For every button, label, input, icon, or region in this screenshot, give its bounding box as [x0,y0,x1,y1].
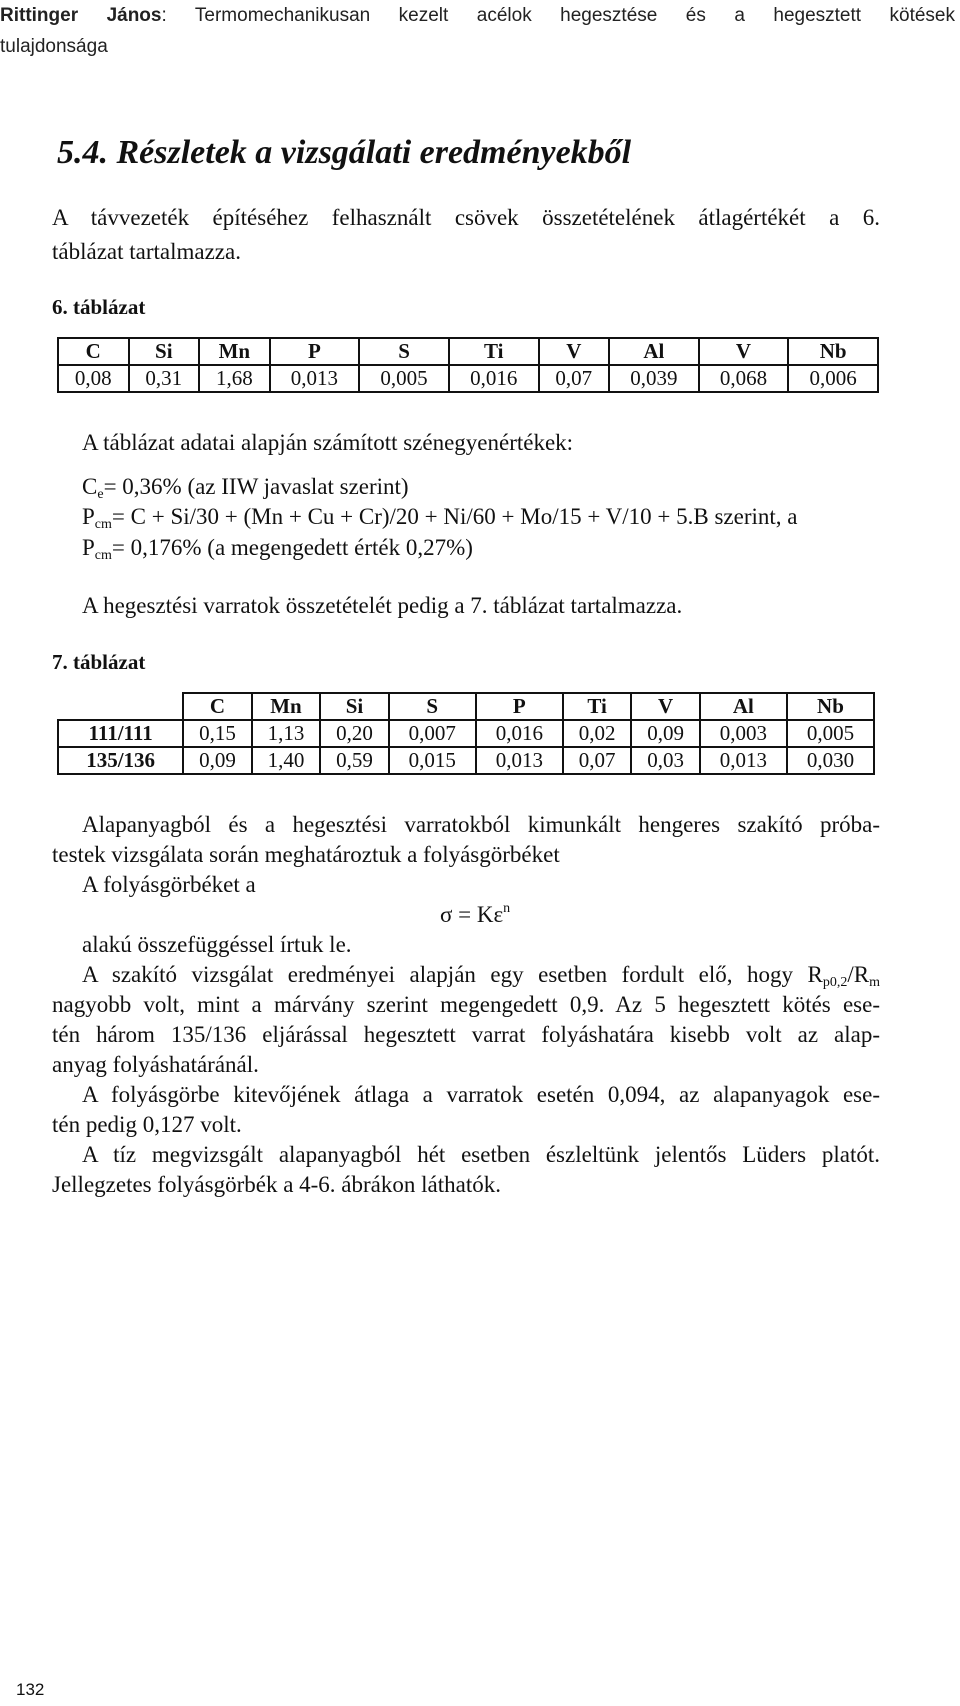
p2-line-1: A folyásgörbéket a [82,872,256,897]
table6-value-cell: 0,005 [359,365,449,392]
p3-text: A szakító vizsgálat eredményei alapján egy esetben fordult elő, hogy R [82,962,823,987]
p3-line-2: nagyobb volt, mint a márvány szerint megengedett 0,9. Az 5 hegesztett kötés ese- [52,992,880,1017]
table7-value-cell: 0,15 [183,720,252,747]
table7-header-cell: V [631,693,700,720]
p3-mid: /R [847,962,870,987]
header-title-part2: tulajdonsága [0,36,108,57]
table7-value-cell: 0,015 [389,747,476,774]
p3-line-4: anyag folyáshatáránál. [52,1052,259,1077]
pcm-subscript: cm [94,517,112,532]
table7-value-cell: 0,03 [631,747,700,774]
table7-value-cell: 0,20 [320,720,389,747]
table7-header-row [58,693,874,720]
table6-value-cell: 1,68 [199,365,270,392]
table7-header-cell: Nb [787,693,874,720]
ce-text: = 0,36% (az IIW javaslat szerint) [103,474,409,499]
table6-header-cell: V [699,338,789,365]
table7-header-cell: Al [700,693,787,720]
table7-corner-cell [58,693,183,720]
section-title-text: Részletek a vizsgálati eredményekből [116,134,632,171]
p4-line-1: A folyásgörbe kitevőjének átlaga a varratok esetén 0,094, az alapanyagok ese- [82,1082,880,1107]
intro-line-2: táblázat tartalmazza. [52,239,241,264]
table6-header-cell: Mn [199,338,270,365]
table6-value-cell: 0,016 [449,365,539,392]
p3-line-3: tén három 135/136 eljárással hegesztett varrat folyáshatára kisebb volt az alap- [52,1022,880,1047]
formula-main: σ = Kε [440,902,504,927]
pcm-subscript-2: cm [94,548,112,563]
pcm-formula: = C + Si/30 + (Mn + Cu + Cr)/20 + Ni/60 + Mo/15 + V/10 + 5.B szerint, a [111,504,798,529]
table6-value-cell: 0,08 [58,365,129,392]
table7-row [58,720,874,747]
table6-header-cell: V [539,338,610,365]
table6-value-cell: 0,013 [270,365,360,392]
table7-header-cell: Mn [252,693,321,720]
table6-value-cell: 0,006 [788,365,878,392]
p3-line-1 [82,962,880,988]
section-title [57,134,631,172]
p2-line-2: alakú összefüggéssel írtuk le. [82,932,352,957]
table6-value-cell: 0,039 [609,365,699,392]
table6-header-row [58,338,878,365]
table7-value-cell: 0,09 [631,720,700,747]
table6-header-cell: S [359,338,449,365]
table7-header-cell: C [183,693,252,720]
header-author: Rittinger János [0,5,162,26]
table6-header-cell: Ti [449,338,539,365]
table7-value-cell: 0,09 [183,747,252,774]
flow-formula [440,902,510,928]
table6-header-cell: P [270,338,360,365]
table7-header-cell: Ti [563,693,632,720]
p3-sub-1: p0,2 [822,975,848,990]
p5-line-2: Jellegzetes folyásgörbék a 4-6. ábrákon láthatók. [52,1172,501,1197]
table7-value-cell: 1,40 [252,747,321,774]
table7-value-cell: 0,07 [563,747,632,774]
table7-value-cell: 0,013 [476,747,563,774]
table6-header-cell: Nb [788,338,878,365]
table6-value-cell: 0,07 [539,365,610,392]
table6-header-cell: Al [609,338,699,365]
table6-header-cell: Si [129,338,200,365]
table7-value-cell: 0,030 [787,747,874,774]
table7-value-cell: 1,13 [252,720,321,747]
table7 [57,692,875,775]
table7-row [58,747,874,774]
carbon-intro: A táblázat adatai alapján számított szénegyenértékek: [82,430,574,455]
table7-value-cell: 0,005 [787,720,874,747]
formula-exponent: n [503,901,511,916]
table6-value-cell: 0,068 [699,365,789,392]
table7-header-cell: S [389,693,476,720]
weld-intro: A hegesztési varratok összetételét pedig a 7. táblázat tartalmazza. [82,593,683,618]
p1-line-2: testek vizsgálata során meghatároztuk a folyásgörbéket [52,842,560,867]
intro-line-1: A távvezeték építéséhez felhasznált csövek összetételének átlagértékét a 6. [52,205,880,230]
pcm-symbol-2: P [82,535,95,560]
pcm-formula-line [82,504,797,530]
header-line-1 [0,0,955,31]
table6-value-cell: 0,31 [129,365,200,392]
pcm-symbol: P [82,504,95,529]
p3-sub-2: m [869,975,880,990]
table7-header-cell: P [476,693,563,720]
header-title-part1: : Termomechanikusan kezelt acélok hegesztése és a hegesztett kötések [161,5,955,26]
ce-subscript: e [97,487,104,502]
pcm-value: = 0,176% (a megengedett érték 0,27%) [111,535,473,560]
table7-header-cell: Si [320,693,389,720]
table7-value-cell: 0,02 [563,720,632,747]
table7-value-cell: 0,016 [476,720,563,747]
table6-value-row [58,365,878,392]
table6-header-cell: C [58,338,129,365]
table7-row-label: 135/136 [58,747,183,774]
section-number: 5.4. [57,134,108,171]
p1-line-1: Alapanyagból és a hegesztési varratokból kimunkált hengeres szakító próba- [82,812,880,837]
table7-value-cell: 0,59 [320,747,389,774]
pcm-value-line [82,535,473,561]
page-number: 132 [16,1680,45,1699]
table7-caption: 7. táblázat [52,650,146,674]
table7-row-label: 111/111 [58,720,183,747]
table7-value-cell: 0,003 [700,720,787,747]
ce-symbol: C [82,474,98,499]
p4-line-2: tén pedig 0,127 volt. [52,1112,242,1137]
table6-caption: 6. táblázat [52,295,146,319]
p5-line-1: A tíz megvizsgált alapanyagból hét esetben észleltünk jelentős Lüders platót. [82,1142,880,1167]
ce-line [82,474,409,500]
table7-value-cell: 0,007 [389,720,476,747]
table7-value-cell: 0,013 [700,747,787,774]
table6 [57,337,879,393]
